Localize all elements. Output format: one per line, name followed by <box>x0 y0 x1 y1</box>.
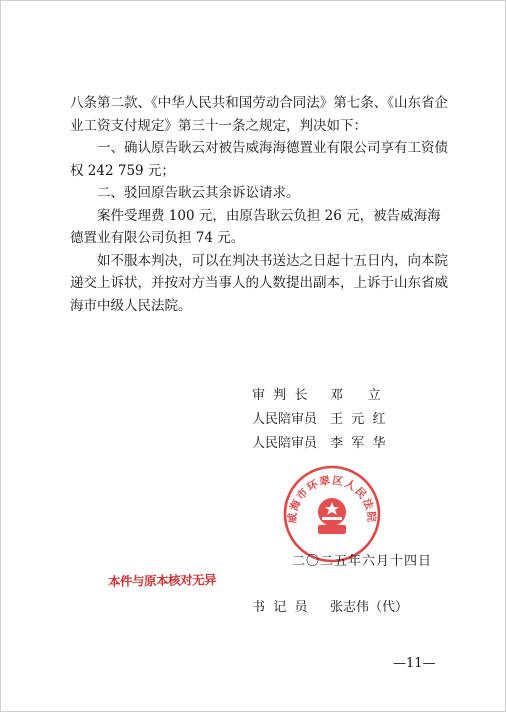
signature-title: 人民陪审员 <box>252 435 318 451</box>
signature-title: 审 判 长 <box>252 387 308 403</box>
paragraph-legal-basis: 八条第二款、《中华人民共和国劳动合同法》第七条、《山东省企业工资支付规定》第三十一条之规定，判决如下： <box>70 95 448 134</box>
paragraph-ruling-1: 一、确认原告耿云对被告威海海德置业有限公司享有工资债权 242 759 元； <box>70 140 448 179</box>
clerk-name: 张志伟（代） <box>330 600 409 615</box>
signature-name: 邓 立 <box>330 387 381 403</box>
svg-text:威海市环翠区人民法院: 威海市环翠区人民法院 <box>286 474 378 524</box>
paragraph-ruling-2: 二、驳回原告耿云其余诉讼请求。 <box>97 185 300 201</box>
signature-block <box>252 381 452 453</box>
signature-name: 王 元 红 <box>330 411 386 427</box>
signature-juror-2 <box>252 429 452 453</box>
judgment-date: 二〇二五年六月十四日 <box>292 554 433 569</box>
clerk-title: 书 记 员 <box>252 600 308 615</box>
signature-name: 李 军 华 <box>330 435 386 451</box>
copy-verification-stamp: 本件与原本核对无异 <box>107 572 217 589</box>
signature-juror-1 <box>252 405 452 429</box>
judgment-text <box>70 92 448 317</box>
paragraph-fees: 案件受理费 100 元，由原告耿云负担 26 元，被告威海海德置业有限公司负担 74 元。 <box>70 207 441 246</box>
signature-title: 人民陪审员 <box>252 411 318 427</box>
clerk-signature <box>252 596 408 615</box>
page-number: —11— <box>393 656 436 671</box>
paragraph-appeal: 如不服本判决，可以在判决书送达之日起十五日内，向本院递交上诉状，并按对方当事人的人数提出副本，上诉于山东省威海市中级人民法院。 <box>70 252 448 314</box>
signature-chief-judge <box>252 381 452 405</box>
